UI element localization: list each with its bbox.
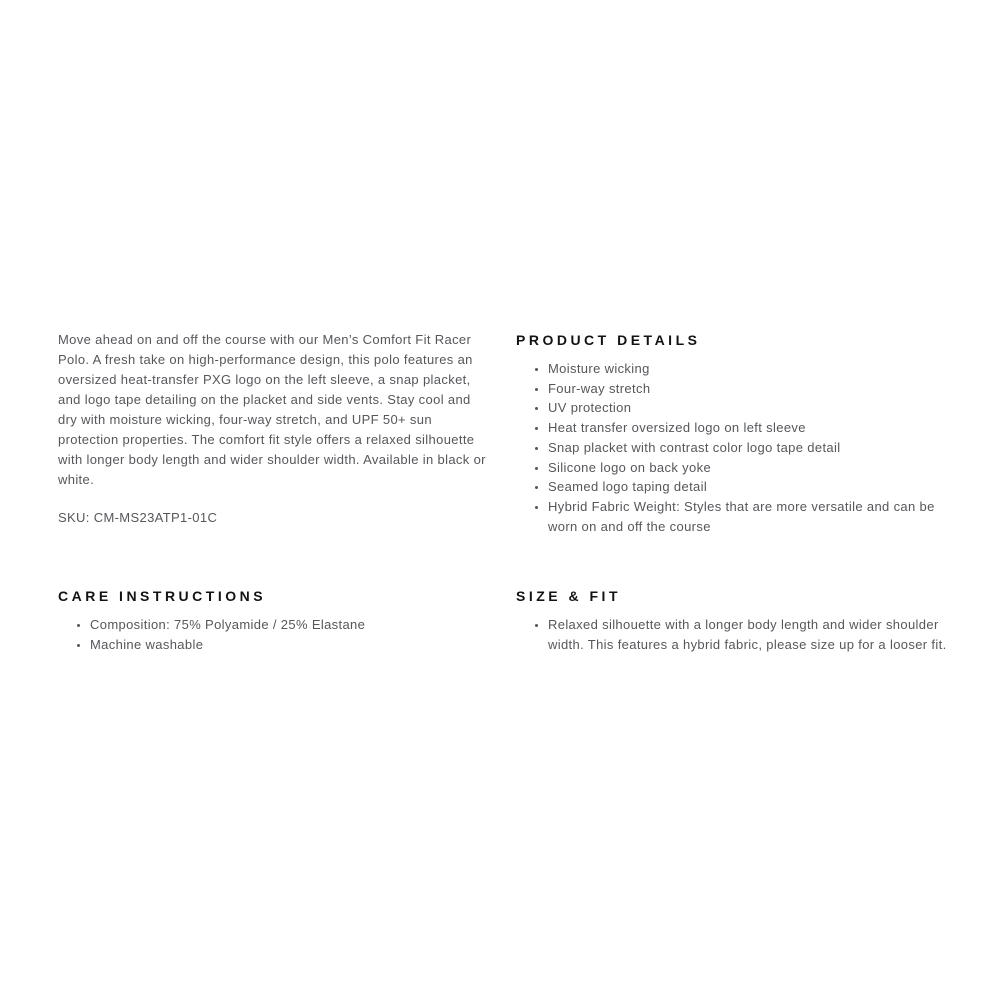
product-details-section — [516, 330, 948, 536]
product-description-block — [58, 330, 492, 528]
list-item: • Snap placket with contrast color logo tape detail — [548, 438, 948, 458]
size-fit-list — [516, 615, 948, 654]
list-item: • Relaxed silhouette with a longer body length and wider shoulder width. This features a hybrid fabric, please size up for a looser fit. — [548, 615, 948, 654]
size-fit-section — [516, 586, 948, 654]
care-instructions-heading: CARE INSTRUCTIONS — [58, 588, 267, 604]
list-item: • Four-way stretch — [548, 379, 948, 399]
list-item: • Moisture wicking — [548, 359, 948, 379]
list-item: • Machine washable — [90, 635, 492, 655]
list-item: • Heat transfer oversized logo on left sleeve — [548, 418, 948, 438]
list-item: • Hybrid Fabric Weight: Styles that are more versatile and can be worn on and off the course — [548, 497, 948, 536]
product-details-heading: PRODUCT DETAILS — [516, 332, 701, 348]
care-instructions-list — [58, 615, 492, 654]
care-instructions-section — [58, 586, 492, 654]
size-fit-heading: SIZE & FIT — [516, 588, 621, 604]
list-item: • UV protection — [548, 398, 948, 418]
list-item: • Composition: 75% Polyamide / 25% Elastane — [90, 615, 492, 635]
product-details-list — [516, 359, 948, 536]
list-item: • Seamed logo taping detail — [548, 477, 948, 497]
sku-text: SKU: CM-MS23ATP1-01C — [58, 510, 218, 525]
product-info-section — [58, 330, 948, 654]
list-item: • Silicone logo on back yoke — [548, 458, 948, 478]
product-description-paragraph: Move ahead on and off the course with our Men’s Comfort Fit Racer Polo. A fresh take on high-performance design, this polo features an oversized heat-transfer PXG logo on the left sleeve, a snap placket, and logo tape detailing on the placket and side vents. Stay cool and dry with moisture wicking, four-way stretch, and UPF 50+ sun protection properties. The comfort fit style offers a relaxed silhouette with longer body length and wider shoulder width. Available in black or white. — [58, 332, 486, 487]
